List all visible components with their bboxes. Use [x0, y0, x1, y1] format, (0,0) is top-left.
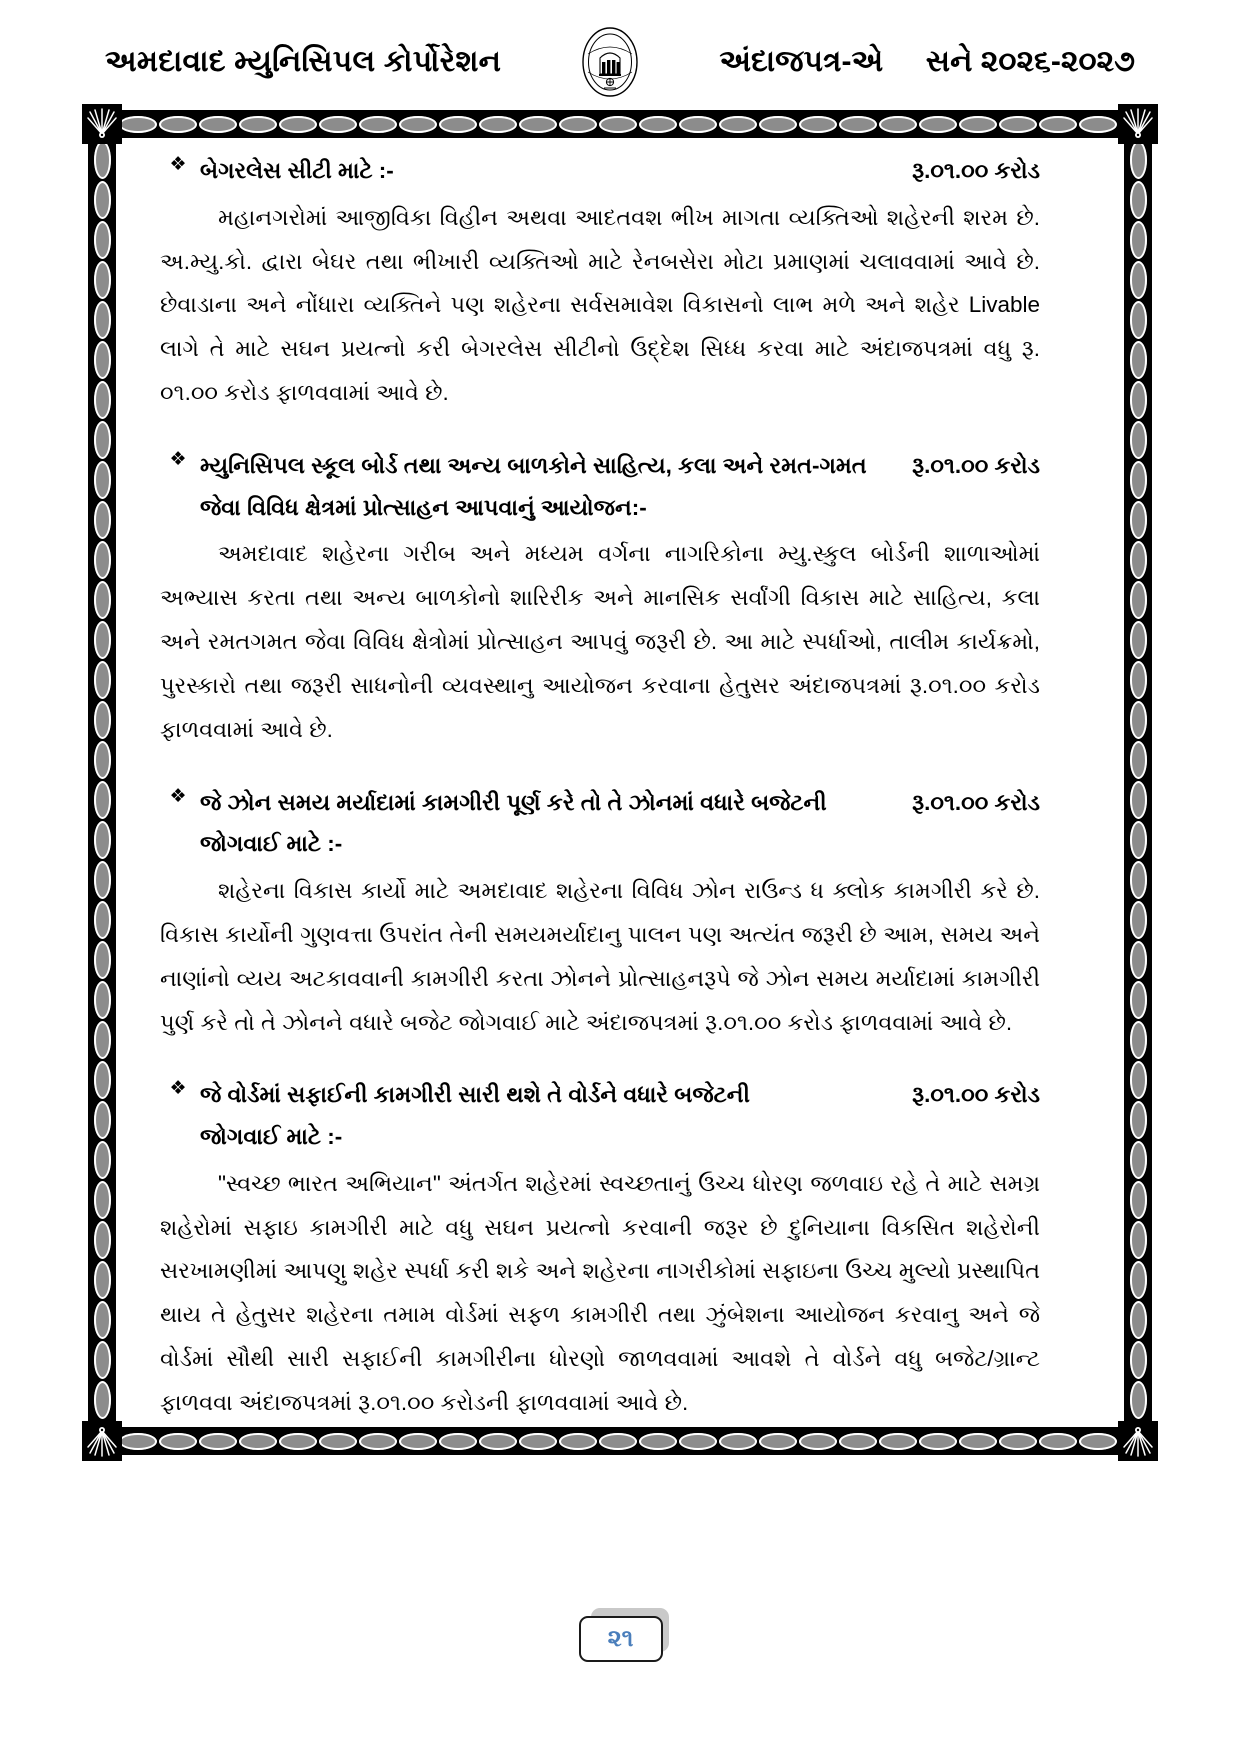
border-motif-oval — [94, 1261, 111, 1299]
corner-ornament-top-right — [1118, 104, 1158, 144]
border-motif-oval — [1130, 181, 1147, 219]
border-motif-oval — [1039, 116, 1077, 133]
border-motif-oval — [1130, 1381, 1147, 1419]
budget-item-heading — [160, 150, 1040, 192]
border-motif-oval — [119, 116, 157, 133]
border-motif-oval — [94, 901, 111, 939]
border-motif-oval — [999, 116, 1037, 133]
border-motif-oval — [1130, 1181, 1147, 1219]
border-motif-oval — [94, 781, 111, 819]
border-motif-oval — [94, 621, 111, 659]
corner-ornament-bottom-left — [82, 1421, 122, 1461]
border-motif-oval — [1130, 661, 1147, 699]
budget-item-amount: રૂ.૦૧.૦૦ કરોડ — [912, 1082, 1040, 1108]
border-motif-oval — [439, 116, 477, 133]
budget-item-heading — [160, 782, 1040, 865]
border-motif-oval — [719, 116, 757, 133]
border-motif-oval — [94, 461, 111, 499]
border-motif-oval — [1130, 1021, 1147, 1059]
border-motif-oval — [519, 116, 557, 133]
border-motif-oval — [94, 1221, 111, 1259]
corner-ornament-bottom-right — [1118, 1421, 1158, 1461]
border-motif-oval — [1130, 1221, 1147, 1259]
border-motif-oval — [559, 116, 597, 133]
border-motif-oval — [94, 581, 111, 619]
border-motif-oval — [319, 116, 357, 133]
border-motif-oval — [1130, 261, 1147, 299]
border-motif-oval — [1130, 141, 1147, 179]
border-motif-oval — [94, 181, 111, 219]
budget-item-heading-row — [200, 445, 1040, 487]
border-motif-oval — [94, 541, 111, 579]
border-motif-oval — [1130, 781, 1147, 819]
budget-item-heading — [160, 1074, 1040, 1157]
budget-year-label: સને ૨૦૨૬-૨૦૨૭ — [925, 45, 1135, 78]
border-motif-oval — [94, 981, 111, 1019]
border-motif-oval — [94, 1021, 111, 1059]
border-motif-oval — [1130, 901, 1147, 939]
organization-title: અમદાવાદ મ્યુનિસિપલ કોર્પોરેશન — [105, 45, 502, 78]
border-motif-oval — [119, 1433, 157, 1450]
border-motif-oval — [94, 421, 111, 459]
border-motif-oval — [639, 116, 677, 133]
page-number-value: ૨૧ — [579, 1616, 663, 1662]
border-motif-oval — [1130, 221, 1147, 259]
border-motif-oval — [919, 116, 957, 133]
border-motif-oval — [1130, 1101, 1147, 1139]
border-motif-oval — [479, 116, 517, 133]
border-motif-oval — [94, 741, 111, 779]
diamond-bullet-icon: ❖ — [169, 1078, 187, 1100]
budget-item-amount: રૂ.૦૧.૦૦ કરોડ — [912, 789, 1040, 815]
border-motif-oval — [1130, 1301, 1147, 1339]
border-motif-oval — [94, 821, 111, 859]
border-motif-oval — [959, 116, 997, 133]
border-motif-oval — [94, 381, 111, 419]
border-motif-oval — [94, 1341, 111, 1379]
border-motif-oval — [399, 116, 437, 133]
border-motif-oval — [279, 116, 317, 133]
border-motif-oval — [239, 116, 277, 133]
border-motif-oval — [94, 661, 111, 699]
border-motif-oval — [359, 116, 397, 133]
border-motif-left — [88, 140, 116, 1425]
budget-item-heading-row — [200, 1074, 1040, 1116]
budget-item-title-continued: જોગવાઈ માટે :- — [200, 831, 343, 857]
border-motif-oval — [1079, 116, 1117, 133]
border-motif-oval — [599, 116, 637, 133]
border-motif-oval — [94, 221, 111, 259]
corner-ornament-top-left — [82, 104, 122, 144]
border-motif-oval — [94, 501, 111, 539]
page-number-badge — [579, 1616, 663, 1660]
border-motif-oval — [879, 116, 917, 133]
border-motif-oval — [1130, 541, 1147, 579]
border-motif-oval — [1130, 581, 1147, 619]
header-right-group — [719, 45, 1135, 79]
border-motif-oval — [94, 301, 111, 339]
border-motif-oval — [1130, 821, 1147, 859]
border-motif-oval — [159, 116, 197, 133]
budget-item-amount: રૂ.૦૧.૦૦ કરોડ — [912, 158, 1040, 183]
border-motif-oval — [94, 1061, 111, 1099]
border-motif-oval — [94, 1381, 111, 1419]
page-footer — [0, 1616, 1241, 1660]
diamond-bullet-icon: ❖ — [169, 449, 187, 470]
budget-item-heading-row — [200, 150, 1040, 192]
border-motif-oval — [799, 116, 837, 133]
border-motif-oval — [1130, 941, 1147, 979]
budget-item-heading-row — [200, 782, 1040, 824]
budget-item-amount: રૂ.૦૧.૦૦ કરોડ — [912, 453, 1040, 478]
border-motif-oval — [1130, 301, 1147, 339]
border-motif-oval — [94, 1141, 111, 1179]
diamond-bullet-icon: ❖ — [169, 785, 187, 807]
border-motif-oval — [1130, 501, 1147, 539]
border-motif-oval — [679, 116, 717, 133]
page-header — [105, 26, 1135, 98]
budget-item-paragraph: મહાનગરોમાં આજીવિકા વિહીન અથવા આદતવશ ભીખ માગતા વ્યક્તિઓ શહેરની શરમ છે. અ.મ્યુ.કો. દ્વારા બેઘર તથા ભીખારી વ્યક્તિઓ માટે રેનબસેરા મોટા પ્રમાણમાં ચલાવવામાં આવે છે. છેવાડાના અને નોંધારા વ્યક્તિને પણ શહેરના સર્વસમાવેશ વિકાસનો લાભ મળે અને શહેર Livable લાગે તે માટે સઘન પ્રયત્નો કરી બેગરલેસ સીટીનો ઉદ્દેશ સિધ્ધ કરવા માટે અંદાજપત્રમાં વધુ રૂ. ૦૧.૦૦ કરોડ ફાળવવામાં આવે છે. — [160, 204, 1040, 406]
border-motif-oval — [94, 701, 111, 739]
border-motif-oval — [94, 861, 111, 899]
border-motif-oval — [1130, 1341, 1147, 1379]
document-body — [160, 150, 1040, 1455]
border-motif-oval — [1130, 981, 1147, 1019]
border-motif-oval — [94, 1101, 111, 1139]
border-motif-oval — [94, 261, 111, 299]
budget-item — [160, 445, 1040, 752]
border-motif-top — [118, 110, 1122, 138]
border-motif-oval — [839, 116, 877, 133]
border-motif-oval — [94, 141, 111, 179]
amc-emblem-icon — [574, 26, 646, 98]
border-motif-oval — [1039, 1433, 1077, 1450]
budget-item-heading — [160, 445, 1040, 528]
budget-item-title-continued: જેવા વિવિધ ક્ષેત્રમાં પ્રોત્સાહન આપવાનું આયોજન:- — [200, 494, 647, 520]
border-motif-oval — [1130, 341, 1147, 379]
border-motif-oval — [1130, 381, 1147, 419]
border-motif-oval — [1079, 1433, 1117, 1450]
budget-item — [160, 150, 1040, 415]
budget-item-paragraph: "સ્વચ્છ ભારત અભિયાન" અંતર્ગત શહેરમાં સ્વચ્છતાનું ઉચ્ચ ધોરણ જળવાઇ રહે તે માટે સમગ્ર શહેરોમાં સફાઇ કામગીરી માટે વધુ સઘન પ્રયત્નો કરવાની જરૂર છે દુનિયાના વિકસિત શહેરોની સરખામણીમાં આપણુ શહેર સ્પર્ધા કરી શકે અને શહેરના નાગરીકોમાં સફાઇના ઉચ્ચ મુલ્યો પ્રસ્થાપિત થાય તે હેતુસર શહેરના તમામ વોર્ડમાં સફળ કામગીરી તથા ઝુંબેશના આયોજન કરવાનુ અને જે વોર્ડમાં સૌથી સારી સફાઈની કામગીરીના ધોરણો જાળવવામાં આવશે તે વોર્ડને વધુ બજેટ/ગ્રાન્ટ ફાળવવા અંદાજપત્રમાં રૂ.૦૧.૦૦ કરોડની ફાળવવામાં આવે છે. — [160, 1170, 1040, 1415]
budget-item-title: બેગરલેસ સીટી માટે :- — [200, 158, 394, 183]
border-motif-oval — [1130, 1261, 1147, 1299]
border-motif-oval — [199, 116, 237, 133]
border-motif-oval — [1130, 861, 1147, 899]
border-motif-right — [1124, 140, 1152, 1425]
budget-item-paragraph: શહેરના વિકાસ કાર્યો માટે અમદાવાદ શહેરના વિવિધ ઝોન રાઉન્ડ ધ ક્લોક કામગીરી કરે છે. વિકાસ કાર્યોની ગુણવત્તા ઉપરાંત તેની સમયમર્યાદાનુ પાલન પણ અત્યંત જરૂરી છે આમ, સમય અને નાણાંનો વ્યય અટકાવવાની કામગીરી કરતા ઝોનને પ્રોત્સાહનરૂપે જે ઝોન સમય મર્યાદામાં કામગીરી પુર્ણ કરે તો તે ઝોનને વધારે બજેટ જોગવાઈ માટે અંદાજપત્રમાં રૂ.૦૧.૦૦ કરોડ ફાળવવામાં આવે છે. — [160, 877, 1040, 1035]
border-motif-oval — [1130, 421, 1147, 459]
border-motif-oval — [1130, 1141, 1147, 1179]
budget-item-title: જે ઝોન સમય મર્યાદામાં કામગીરી પૂર્ણ કરે તો તે ઝોનમાં વધારે બજેટની — [200, 789, 827, 815]
border-motif-oval — [759, 116, 797, 133]
budget-item — [160, 1074, 1040, 1425]
budget-item-title: મ્યુનિસિપલ સ્કૂલ બોર્ડ તથા અન્ય બાળકોને સાહિત્ય, કલા અને રમત-ગમત — [200, 453, 867, 478]
budget-item-paragraph: અમદાવાદ શહેરના ગરીબ અને મધ્યમ વર્ગના નાગરિકોના મ્યુ.સ્કુલ બોર્ડની શાળાઓમાં અભ્યાસ કરતા તથા અન્ય બાળકોનો શારિરીક અને માનસિક સર્વાંગી વિકાસ માટે સાહિત્ય, કલા અને રમતગમત જેવા વિવિધ ક્ષેત્રોમાં પ્રોત્સાહન આપવું જરૂરી છે. આ માટે સ્પર્ધાઓ, તાલીમ કાર્યક્રમો, પુરસ્કારો તથા જરૂરી સાધનોની વ્યવસ્થાનુ આયોજન કરવાના હેતુસર અંદાજપત્રમાં રૂ.૦૧.૦૦ કરોડ ફાળવવામાં આવે છે. — [160, 541, 1040, 742]
border-motif-oval — [94, 1301, 111, 1339]
document-type-label: અંદાજપત્ર-એ — [719, 45, 884, 78]
border-motif-oval — [1130, 741, 1147, 779]
budget-item — [160, 782, 1040, 1045]
border-motif-oval — [1130, 621, 1147, 659]
budget-item-title-continued: જોગવાઈ માટે :- — [200, 1124, 343, 1149]
border-motif-oval — [1130, 461, 1147, 499]
budget-item-title: જે વોર્ડમાં સફાઈની કામગીરી સારી થશે તે વોર્ડને વધારે બજેટની — [200, 1082, 750, 1108]
diamond-bullet-icon: ❖ — [169, 154, 187, 175]
border-motif-oval — [1130, 701, 1147, 739]
border-motif-oval — [94, 341, 111, 379]
border-motif-oval — [94, 1181, 111, 1219]
border-motif-oval — [1130, 1061, 1147, 1099]
border-motif-oval — [94, 941, 111, 979]
